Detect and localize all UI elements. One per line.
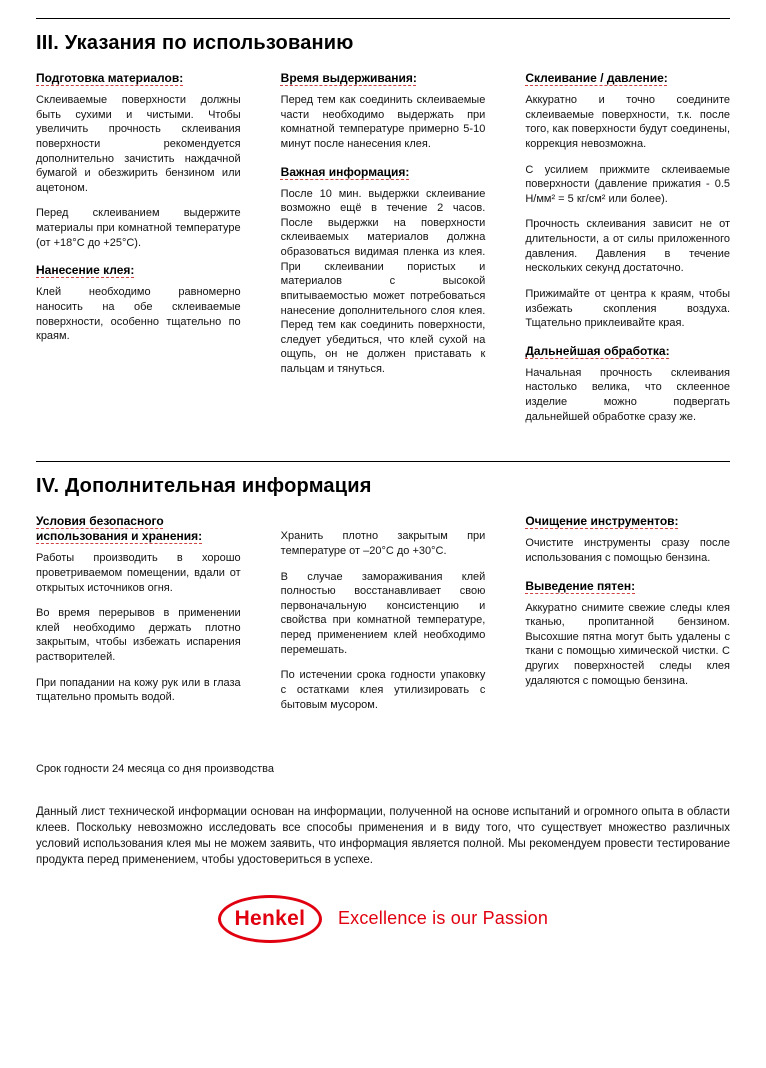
- section-usage-title: III. Указания по использованию: [36, 32, 354, 54]
- usage-column-1: [36, 71, 241, 435]
- paragraph-safety-3: При попадании на кожу рук или в глаза тщательно промыть водой.: [36, 676, 241, 704]
- column-heading-text: Нанесение клея:: [36, 263, 135, 278]
- paragraph-stains-1: Аккуратно снимите свежие следы клея тканью, пропитанной бензином. Высохшие пятна могут быть удалены с ткани с помощью химической чистки. С других поверхностей следы клея удаляются с помощью бензина.: [525, 601, 730, 687]
- henkel-logo-text: Henkel: [234, 906, 306, 930]
- column-heading-text: Очищение инструментов:: [525, 514, 679, 529]
- heading-further-processing: [525, 344, 730, 359]
- column-heading-text: Важная информация:: [280, 164, 410, 179]
- paragraph-clean-1: Очистите инструменты сразу после использования с помощью бензина.: [525, 537, 730, 564]
- paragraph-info-1: После 10 мин. выдержки склеивание возможно ещё в течение 2 часов. После выдержки на поверхности склеиваемых материалов должна образоваться видимая пленка из клея. При склеивании пористых и материалов с высокой впитываемостью может потребоваться нанесение дополнительного слоя клея. Перед тем как соединить поверхности, следует убедиться, что клей сухой на ощупь, он не должен приставать к пальцам и тянуться.: [280, 187, 486, 375]
- additional-column-2: [281, 514, 486, 723]
- column-heading-text: Подготовка материалов:: [36, 71, 184, 85]
- usage-column-3: [525, 71, 730, 435]
- section-divider-rule: [36, 461, 730, 462]
- paragraph-apply-1: Клей необходимо равномерно наносить на обе склеиваемые поверхности, особенно тщательно по краям.: [36, 286, 241, 343]
- usage-column-2: [281, 71, 486, 435]
- paragraph-time-1: Перед тем как соединить склеиваемые части необходимо выдержать при комнатной температуре примерно 5-10 минут после нанесения клея.: [280, 94, 486, 150]
- top-rule: [36, 18, 730, 19]
- additional-column-1: [36, 514, 241, 723]
- paragraph-press-1: Аккуратно и точно соедините склеиваемые поверхности, т.к. после того, как поверхности будут соединены, коррекция невозможна.: [525, 94, 730, 150]
- column-heading-text: Дальнейшая обработка:: [525, 343, 670, 358]
- paragraph-prep-2: Перед склеиванием выдержите материалы при комнатной температуре (от +18°С до +25°С).: [36, 207, 241, 249]
- document-page: [0, 18, 766, 1068]
- heading-tool-cleaning: [525, 514, 730, 529]
- brand-tagline: Excellence is our Passion: [337, 908, 549, 929]
- additional-column-3: [525, 514, 730, 723]
- paragraph-safety-1: Работы производить в хорошо проветриваемом помещении, вдали от открытых источников огня.: [36, 552, 241, 594]
- heading-stain-removal: [525, 579, 730, 594]
- paragraph-press-3: Прочность склеивания зависит не от длительности, а от силы приложенного давления. Давления в течение нескольких секунд достаточно.: [525, 218, 730, 275]
- heading-glue-application: [36, 263, 241, 278]
- paragraph-storage-1: Хранить плотно закрытым при температуре от –20°C до +30°C.: [280, 530, 486, 557]
- paragraph-prep-1: Склеиваемые поверхности должны быть сухими и чистыми. Чтобы увеличить прочность склеивания поверхности рекомендуется дополнительно зачистить наждачной бумагой и обезжирить бензином или ацетоном.: [36, 94, 241, 194]
- paragraph-further-1: Начальная прочность склеивания настолько велика, что склеенное изделие можно подвергать дальнейшей обработке сразу же.: [525, 366, 730, 423]
- heading-holding-time: [281, 71, 486, 86]
- heading-bonding-pressure: [525, 71, 730, 86]
- section-additional-title: IV. Дополнительная информация: [36, 475, 372, 498]
- column-heading-text: Время выдерживания:: [280, 71, 417, 85]
- footer-branding: [36, 895, 730, 943]
- column-heading-text: Условия безопасного использования и хранения:: [36, 514, 203, 544]
- additional-columns: [36, 514, 730, 723]
- usage-columns: [36, 71, 730, 435]
- disclaimer-paragraph: Данный лист технической информации основан на информации, полученной на основе испытаний и огромного опыта в области клеев. Поскольку невозможно исследовать все способы применения и в виду того, что существует множество различных условий использования клея мы не можем заявить, что информация является полной. Мы рекомендуем провести тестирование продукта перед применением, чтобы удостовериться в успехе.: [36, 806, 730, 866]
- henkel-logo: [218, 895, 322, 943]
- paragraph-safety-2: Во время перерывов в применении клей необходимо держать плотно закрытым, чтобы избежать испарения растворителей.: [36, 607, 241, 663]
- paragraph-storage-2: В случае замораживания клей полностью восстанавливает свою первоначальную консистенцию и свойства при комнатной температуре, перед применением клей необходимо перемешать.: [280, 570, 486, 656]
- column-heading-text: Склеивание / давление:: [525, 71, 668, 85]
- heading-material-preparation: [36, 71, 241, 86]
- paragraph-storage-3: По истечении срока годности упаковку с остатками клея утилизировать с бытовым мусором.: [280, 669, 486, 711]
- heading-important-info: [281, 165, 486, 180]
- heading-safety-storage: [36, 514, 241, 544]
- paragraph-press-2: С усилием прижмите склеиваемые поверхности (давление прижатия - 0.5 Н/мм² = 5 кг/см² или более).: [525, 163, 730, 205]
- paragraph-press-4: Прижимайте от центра к краям, чтобы избежать скопления воздуха. Тщательно приклеивайте края.: [525, 287, 730, 330]
- column-heading-text: Выведение пятен:: [525, 578, 636, 593]
- shelf-life-note: Срок годности 24 месяца со дня производства: [36, 763, 275, 776]
